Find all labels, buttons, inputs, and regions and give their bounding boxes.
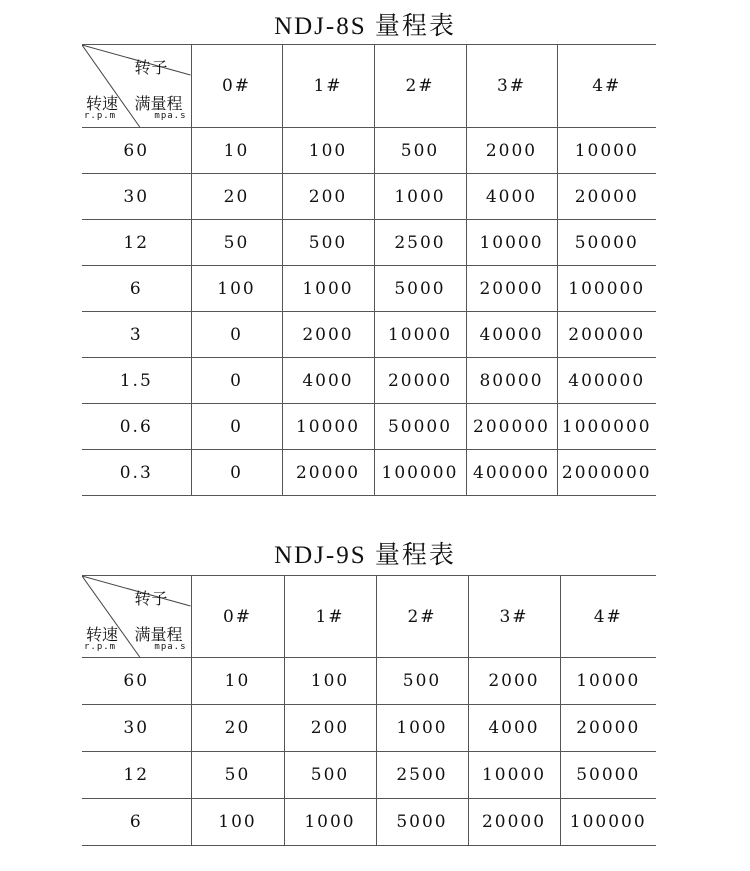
table-header-row <box>82 45 656 128</box>
speed-cell: 3 <box>82 312 191 358</box>
speed-cell: 12 <box>82 220 191 266</box>
value-cell: 200 <box>284 705 376 752</box>
table-row <box>82 174 656 220</box>
value-cell: 500 <box>282 220 374 266</box>
value-cell: 10 <box>191 658 284 705</box>
speed-cell: 30 <box>82 174 191 220</box>
column-header: 3# <box>466 45 557 128</box>
value-cell: 100 <box>191 799 284 846</box>
value-cell: 100000 <box>560 799 656 846</box>
value-cell: 100 <box>284 658 376 705</box>
column-header: 4# <box>557 45 656 128</box>
value-cell: 20000 <box>468 799 560 846</box>
value-cell: 200 <box>282 174 374 220</box>
value-cell: 2500 <box>374 220 466 266</box>
value-cell: 20000 <box>557 174 656 220</box>
speed-label: 转速 <box>86 94 119 113</box>
value-cell: 10000 <box>560 658 656 705</box>
value-cell: 20 <box>191 705 284 752</box>
speed-cell: 0.3 <box>82 450 191 496</box>
value-cell: 1000 <box>374 174 466 220</box>
value-cell: 0 <box>191 312 282 358</box>
value-cell: 200000 <box>557 312 656 358</box>
value-cell: 50 <box>191 752 284 799</box>
value-cell: 100 <box>282 128 374 174</box>
ndj-9s-table-title: NDJ-9S 量程表 <box>274 542 456 569</box>
value-cell: 40000 <box>466 312 557 358</box>
value-cell: 50000 <box>374 404 466 450</box>
value-cell: 20 <box>191 174 282 220</box>
speed-cell: 1.5 <box>82 358 191 404</box>
table-row <box>82 358 656 404</box>
value-cell: 10 <box>191 128 282 174</box>
table-row <box>82 450 656 496</box>
speed-unit-label: r.p.m <box>84 642 117 652</box>
value-cell: 10000 <box>374 312 466 358</box>
full-scale-unit-label: mpa.s <box>154 111 187 121</box>
value-cell: 500 <box>376 658 468 705</box>
table-row <box>82 128 656 174</box>
value-cell: 4000 <box>282 358 374 404</box>
full-scale-unit-label: mpa.s <box>154 642 187 652</box>
value-cell: 100000 <box>557 266 656 312</box>
rotor-label: 转子 <box>134 58 169 77</box>
speed-cell: 60 <box>82 658 191 705</box>
table-row <box>82 799 656 846</box>
value-cell: 20000 <box>374 358 466 404</box>
value-cell: 20000 <box>466 266 557 312</box>
value-cell: 500 <box>284 752 376 799</box>
value-cell: 0 <box>191 404 282 450</box>
speed-cell: 6 <box>82 799 191 846</box>
table-row <box>82 658 656 705</box>
value-cell: 10000 <box>282 404 374 450</box>
value-cell: 2000000 <box>557 450 656 496</box>
value-cell: 10000 <box>466 220 557 266</box>
speed-cell: 6 <box>82 266 191 312</box>
ndj-8s-table-title: NDJ-8S 量程表 <box>274 13 456 40</box>
column-header: 3# <box>468 576 560 658</box>
value-cell: 20000 <box>560 705 656 752</box>
value-cell: 5000 <box>376 799 468 846</box>
speed-cell: 60 <box>82 128 191 174</box>
value-cell: 1000000 <box>557 404 656 450</box>
value-cell: 50 <box>191 220 282 266</box>
value-cell: 100 <box>191 266 282 312</box>
value-cell: 400000 <box>466 450 557 496</box>
value-cell: 4000 <box>468 705 560 752</box>
value-cell: 4000 <box>466 174 557 220</box>
speed-label: 转速 <box>86 625 119 644</box>
speed-unit-label: r.p.m <box>84 111 117 121</box>
column-header: 2# <box>376 576 468 658</box>
speed-cell: 30 <box>82 705 191 752</box>
value-cell: 2000 <box>282 312 374 358</box>
value-cell: 50000 <box>557 220 656 266</box>
value-cell: 2000 <box>466 128 557 174</box>
corner-header-cell <box>82 45 191 128</box>
value-cell: 200000 <box>466 404 557 450</box>
value-cell: 400000 <box>557 358 656 404</box>
table-row <box>82 705 656 752</box>
rotor-label: 转子 <box>134 589 169 608</box>
value-cell: 1000 <box>284 799 376 846</box>
table-row <box>82 752 656 799</box>
value-cell: 80000 <box>466 358 557 404</box>
column-header: 2# <box>374 45 466 128</box>
corner-header-cell <box>82 576 191 658</box>
speed-cell: 12 <box>82 752 191 799</box>
value-cell: 50000 <box>560 752 656 799</box>
value-cell: 10000 <box>557 128 656 174</box>
value-cell: 2000 <box>468 658 560 705</box>
table-header-row <box>82 576 656 658</box>
value-cell: 1000 <box>282 266 374 312</box>
table-row <box>82 312 656 358</box>
column-header: 1# <box>284 576 376 658</box>
value-cell: 2500 <box>376 752 468 799</box>
column-header: 0# <box>191 45 282 128</box>
value-cell: 0 <box>191 450 282 496</box>
table-row <box>82 404 656 450</box>
value-cell: 100000 <box>374 450 466 496</box>
full-scale-label: 满量程 <box>134 94 183 113</box>
column-header: 1# <box>282 45 374 128</box>
value-cell: 5000 <box>374 266 466 312</box>
ndj-9s-range-table <box>82 575 656 846</box>
table-row <box>82 266 656 312</box>
column-header: 4# <box>560 576 656 658</box>
value-cell: 1000 <box>376 705 468 752</box>
column-header: 0# <box>191 576 284 658</box>
full-scale-label: 满量程 <box>134 625 183 644</box>
value-cell: 10000 <box>468 752 560 799</box>
ndj-8s-range-table <box>82 44 656 496</box>
table-row <box>82 220 656 266</box>
speed-cell: 0.6 <box>82 404 191 450</box>
value-cell: 0 <box>191 358 282 404</box>
value-cell: 500 <box>374 128 466 174</box>
value-cell: 20000 <box>282 450 374 496</box>
